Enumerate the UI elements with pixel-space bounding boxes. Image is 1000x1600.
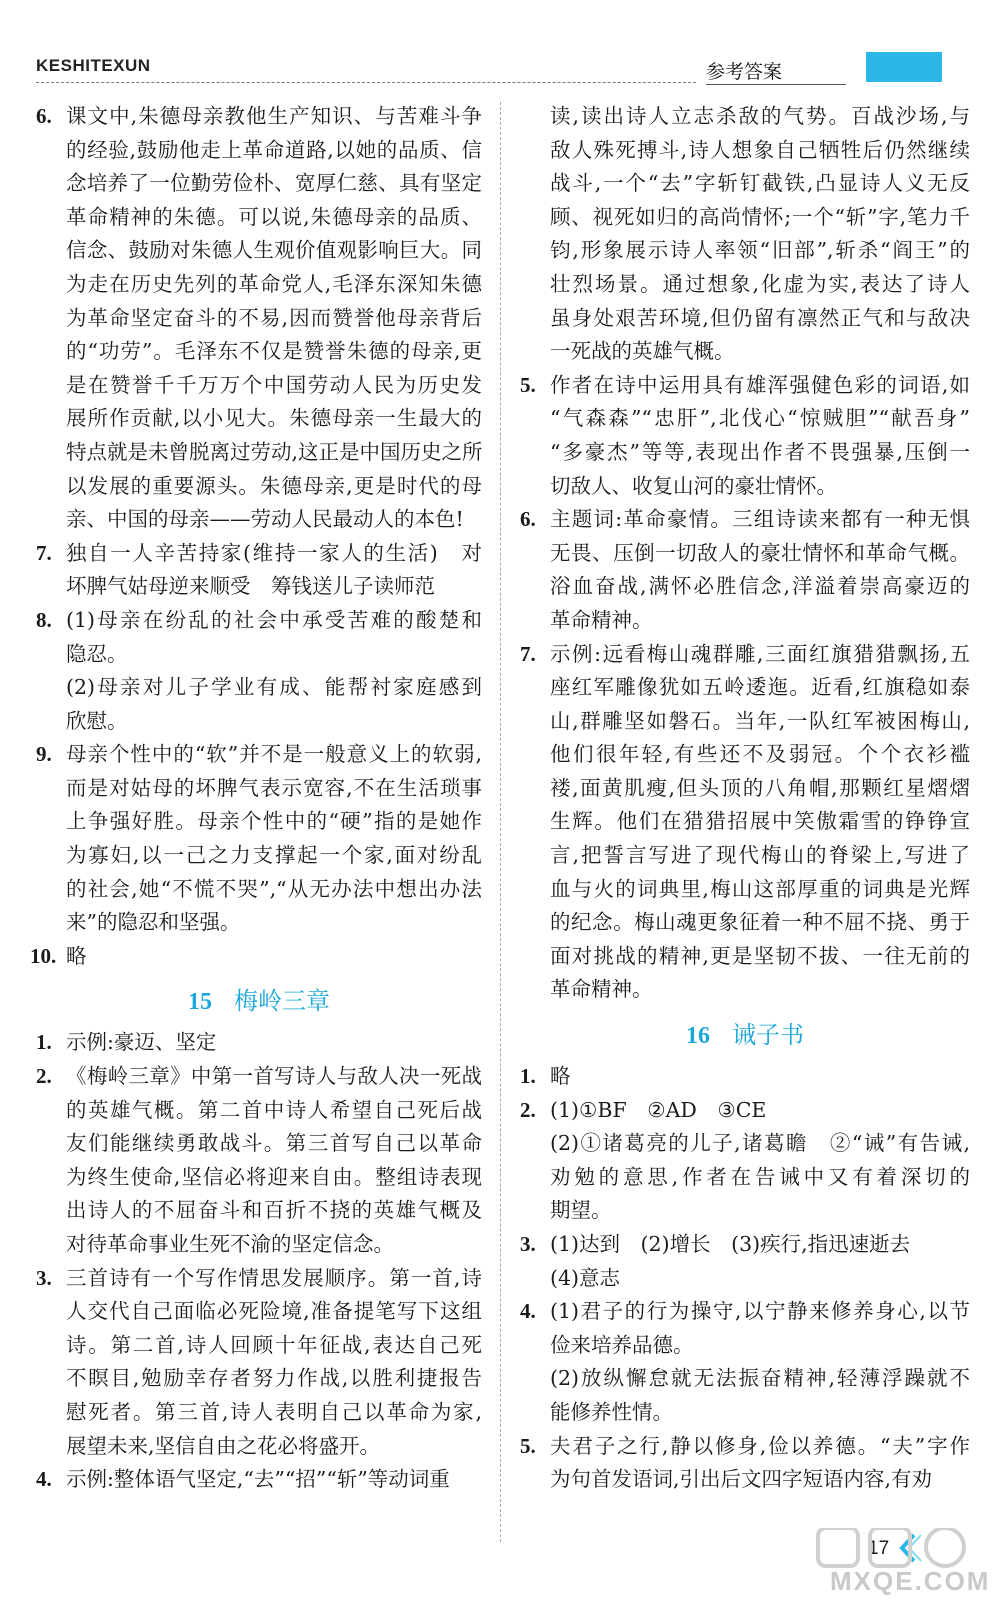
answer-line: 不瞑目,勉励幸存者努力作战,以胜利捷报告 xyxy=(66,1366,482,1391)
answer-line: 俭来培养品德。 xyxy=(550,1332,694,1357)
answer-line: 战斗,一个“去”字斩钉截铁,凸显诗人义无反 xyxy=(550,171,970,196)
header-rule xyxy=(36,82,696,83)
answer-line: 为革命坚定奋斗的不易,因而赞誉他母亲背后 xyxy=(66,305,482,330)
section-name: 诫子书 xyxy=(732,1021,804,1050)
answer-line: 亲、中国的母亲——劳动人民最动人的本色! xyxy=(66,507,464,532)
answer-line: (2)放纵懈怠就无法振奋精神,轻薄浮躁就不 xyxy=(550,1366,970,1391)
answers-15-cont xyxy=(520,369,970,1007)
answer-line: 山,群雕坚如磐石。当年,一队红军被困梅山, xyxy=(550,708,970,733)
answer-line: 主题词:革命豪情。三组诗读来都有一种无惧 xyxy=(550,507,970,532)
answer-line: 作者在诗中运用具有雄浑强健色彩的词语,如 xyxy=(550,372,970,397)
answer-line: 期望。 xyxy=(550,1198,612,1223)
answer-line: 人交代自己面临必死险境,准备提笔写下这组 xyxy=(66,1299,482,1324)
answer-number: 5. xyxy=(520,372,536,397)
answers-16 xyxy=(520,1060,970,1497)
answer-line: 壮烈场景。通过想象,化虚为实,表达了诗人 xyxy=(550,271,970,296)
answer-line: 母亲个性中的“软”并不是一般意义上的软弱, xyxy=(66,742,482,767)
answer-item xyxy=(520,1094,970,1228)
answer-number: 7. xyxy=(520,641,536,666)
answer-line: 而是对姑母的坏脾气表示宽容,不在生活琐事 xyxy=(66,775,482,800)
answer-line: 诗。第二首,诗人回顾十年征战,表达自己死 xyxy=(66,1332,482,1357)
answer-item xyxy=(30,940,482,974)
answer-line: “气森森”“忠肝”,北伐心“惊贼胆”“献吾身” xyxy=(550,406,970,431)
answer-line: 虽身处艰苦环境,但仍留有凛然正气和与敌决 xyxy=(550,305,970,330)
answer-number: 3. xyxy=(520,1232,536,1256)
answer-number: 5. xyxy=(520,1433,536,1458)
answer-item xyxy=(520,1295,970,1429)
answer-item xyxy=(36,1262,482,1464)
answer-item xyxy=(36,738,482,940)
answer-line: 上争强好胜。母亲个性中的“硬”指的是她作 xyxy=(66,809,482,834)
answer-number: 6. xyxy=(520,507,536,532)
answer-line: (2)母亲对儿子学业有成、能帮衬家庭感到 xyxy=(66,675,482,700)
answer-line: 略 xyxy=(550,1064,571,1089)
answer-item xyxy=(520,1430,970,1497)
answer-line: 敌人殊死搏斗,诗人想象自己牺牲后仍然继续 xyxy=(550,137,970,162)
answers-15 xyxy=(36,1026,482,1496)
brand-name: KESHITEXUN xyxy=(36,56,151,75)
answer-line: 他们很年轻,有些还不及弱冠。个个衣衫褴 xyxy=(550,742,970,767)
answer-line: 的纪念。梅山魂更象征着一种不屈不挠、勇于 xyxy=(550,910,970,935)
answer-line: 褛,面黄肌瘦,但头顶的八角帽,那颗红星熠熠 xyxy=(550,775,970,800)
answer-line: 革命精神的朱德。可以说,朱德母亲的品质、 xyxy=(66,204,482,229)
answer-number: 2. xyxy=(36,1064,52,1089)
left-column xyxy=(30,100,483,1497)
answer-line: 为走在历史先列的革命党人,毛泽东深知朱德 xyxy=(66,271,482,296)
answer-line: (1)①BF ②AD ③CE xyxy=(550,1097,767,1122)
section-title-15 xyxy=(36,983,482,1020)
answer-line: (1)君子的行为操守,以宁静来修养身心,以节 xyxy=(550,1299,970,1324)
answer-line: 《梅岭三章》中第一首写诗人与敌人决一死战 xyxy=(66,1064,482,1089)
answer-line: 略 xyxy=(66,943,87,968)
answer-number: 7. xyxy=(36,540,52,565)
section-label: 参考答案 xyxy=(706,61,783,83)
answer-line: 对待革命事业生死不渝的坚定信念。 xyxy=(66,1232,394,1256)
answer-line: 切敌人、收复山河的豪壮情怀。 xyxy=(550,473,837,498)
answer-number: 9. xyxy=(36,742,52,767)
answer-item xyxy=(36,1463,482,1497)
answer-line: 坏脾气姑母逆来顺受 筹钱送儿子读师范 xyxy=(66,574,435,599)
answer-line: “多豪杰”等等,表现出作者不畏强暴,压倒一 xyxy=(550,439,970,464)
column-divider xyxy=(500,102,501,1542)
page-header xyxy=(0,0,1000,92)
answers-14 xyxy=(30,100,483,973)
answer-line: (4)意志 xyxy=(550,1265,621,1290)
answer-line: 欣慰。 xyxy=(66,708,128,733)
section-number: 16 xyxy=(686,1023,710,1050)
answer-item xyxy=(520,1228,970,1295)
answer-line: 为寡妇,以一己之力支撑起一个家,面对纷乱 xyxy=(66,843,482,868)
answer-number: 4. xyxy=(520,1299,536,1324)
answer-line: 念培养了一位勤劳俭朴、宽厚仁慈、具有坚定 xyxy=(66,171,482,196)
answer-line: 展所作贡献,以小见大。朱德母亲一生最大的 xyxy=(66,406,482,431)
answer-item xyxy=(36,537,482,604)
answer-line: 夫君子之行,静以修身,俭以养德。“夫”字作 xyxy=(550,1433,970,1458)
answer-item xyxy=(520,503,970,637)
section-rule xyxy=(706,84,846,85)
answer-4-continuation xyxy=(520,100,970,369)
answer-line: 的经验,鼓励他走上革命道路,以她的品质、信 xyxy=(66,137,482,162)
answer-line: (2)①诸葛亮的儿子,诸葛瞻 ②“诫”有告诫, xyxy=(550,1131,970,1156)
answer-number: 6. xyxy=(36,104,52,128)
answer-line: 为终生使命,坚信必将迎来自由。整组诗表现 xyxy=(66,1164,482,1189)
answer-line: 浴血奋战,满怀必胜信念,洋溢着崇高豪迈的 xyxy=(550,574,970,599)
answer-number: 1. xyxy=(520,1064,536,1089)
answer-line: 钧,形象展示诗人率领“旧部”,斩杀“阎王”的 xyxy=(550,238,970,263)
answer-line: 课文中,朱德母亲教他生产知识、与苦难斗争 xyxy=(66,104,482,128)
answer-item xyxy=(520,369,970,503)
answer-line: 一死战的英雄气概。 xyxy=(550,339,735,364)
answer-item xyxy=(36,1060,482,1262)
answer-line: 友们能继续勇敢战斗。第三首写自己以革命 xyxy=(66,1131,482,1156)
header-accent-bar xyxy=(866,52,942,82)
section-number: 15 xyxy=(188,989,212,1016)
answer-line: 血与火的词典里,梅山这部厚重的词典是光辉 xyxy=(550,876,970,901)
answer-line: 示例:整体语气坚定,“去”“招”“斩”等动词重 xyxy=(66,1467,450,1492)
answer-line: 革命精神。 xyxy=(550,607,653,632)
answer-item xyxy=(36,604,482,738)
answer-line: 顾、视死如归的高尚情怀;一个“斩”字,笔力千 xyxy=(550,204,970,229)
answer-number: 1. xyxy=(36,1030,52,1055)
answer-line: 革命精神。 xyxy=(550,977,653,1002)
answer-line: 言,把誓言写进了现代梅山的脊梁上,写进了 xyxy=(550,843,970,868)
answer-line: 慰死者。第三首,诗人表明自己以革命为家, xyxy=(66,1399,482,1424)
answer-line: 为句首发语词,引出后文四字短语内容,有劝 xyxy=(550,1467,933,1492)
answer-number: 10. xyxy=(30,943,57,968)
answer-item xyxy=(36,100,482,537)
right-column xyxy=(520,100,970,1497)
answer-line: 隐忍。 xyxy=(66,641,128,666)
answer-line: 面对挑战的精神,更是坚韧不拔、一往无前的 xyxy=(550,943,970,968)
answer-item xyxy=(520,638,970,1008)
watermark-text: MXQE.COM xyxy=(830,1566,991,1596)
answer-line: 独自一人辛苦持家(维持一家人的生活) 对 xyxy=(66,540,482,565)
answer-line: 无畏、压倒一切敌人的豪壮情怀和革命气概。 xyxy=(550,540,970,565)
answer-line: 特点就是未曾脱离过劳动,这正是中国历史之所 xyxy=(66,439,483,464)
answer-line: 展望未来,坚信自由之花必将盛开。 xyxy=(66,1433,381,1458)
answer-line: 生辉。他们在猎猎招展中笑傲霜雪的铮铮宣 xyxy=(550,809,970,834)
answer-line: 示例:远看梅山魂群雕,三面红旗猎猎飘扬,五 xyxy=(550,641,970,666)
answer-line: 座红军雕像犹如五岭逶迤。近看,红旗稳如泰 xyxy=(550,675,970,700)
answer-line: 出诗人的不屈奋斗和百折不挠的英雄气概及 xyxy=(66,1198,482,1223)
answer-line: 能修养性情。 xyxy=(550,1399,673,1424)
answer-line: 的英雄气概。第二首中诗人希望自己死后战 xyxy=(66,1097,482,1122)
answer-line: 劝勉的意思,作者在告诫中又有着深切的 xyxy=(550,1164,970,1189)
answer-number: 2. xyxy=(520,1097,536,1122)
answer-line: 示例:豪迈、坚定 xyxy=(66,1030,217,1055)
answer-item xyxy=(36,1026,482,1060)
answer-number: 3. xyxy=(36,1265,52,1290)
answer-line: 信念、鼓励对朱德人生观价值观影响巨大。同 xyxy=(66,238,482,263)
answer-line: 以发展的重要源头。朱德母亲,更是时代的母 xyxy=(66,473,482,498)
page-number: 17 xyxy=(868,1538,890,1559)
answer-line: 的社会,她“不慌不哭”,“从无办法中想出办法 xyxy=(66,876,482,901)
answer-line: (1)达到 (2)增长 (3)疾行,指迅速逝去 xyxy=(550,1232,911,1256)
section-title-16 xyxy=(520,1017,970,1054)
answer-line: 来”的隐忍和坚强。 xyxy=(66,910,241,935)
answer-line: 三首诗有一个写作情思发展顺序。第一首,诗 xyxy=(66,1265,482,1290)
answer-line: 读,读出诗人立志杀敌的气势。百战沙场,与 xyxy=(550,104,970,128)
answer-continuation xyxy=(520,100,970,369)
section-name: 梅岭三章 xyxy=(234,987,330,1016)
answer-line: 的“功劳”。毛泽东不仅是赞誉朱德的母亲,更 xyxy=(66,339,482,364)
answer-number: 8. xyxy=(36,607,52,632)
answer-item xyxy=(520,1060,970,1094)
answer-line: (1)母亲在纷乱的社会中承受苦难的酸楚和 xyxy=(66,607,482,632)
answer-line: 是在赞誉千千万万个中国劳动人民为历史发 xyxy=(66,372,482,397)
answer-number: 4. xyxy=(36,1467,52,1492)
